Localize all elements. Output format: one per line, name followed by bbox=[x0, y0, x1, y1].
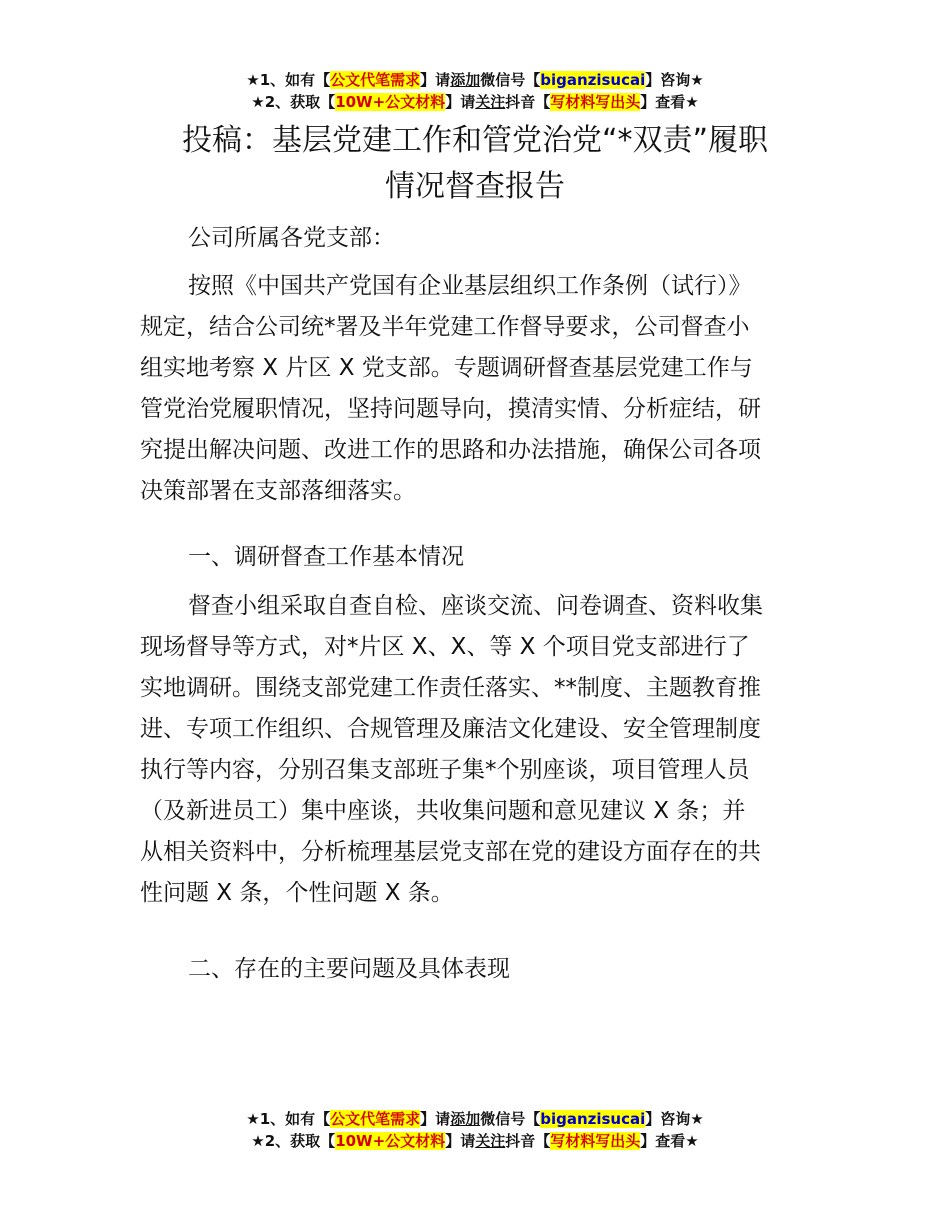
greeting: 公司所属各党支部： bbox=[188, 225, 395, 251]
wechat-id: biganzisucai bbox=[540, 1110, 646, 1128]
banner-highlight: 公文代笔需求 bbox=[330, 71, 421, 89]
paragraph-1 bbox=[140, 266, 812, 512]
banner-line-1: ★1、如有【公文代笔需求】请添加微信号【biganzisucai】咨询★ bbox=[246, 1110, 704, 1128]
douyin-id: 写材料写出头 bbox=[550, 93, 641, 111]
paragraph-2 bbox=[140, 586, 812, 914]
text-line: （及新进员工）集中座谈，共收集问题和意见建议 X 条；并 bbox=[140, 798, 746, 824]
text-line: 现场督导等方式，对*片区 X、X、等 X 个项目党支部进行了 bbox=[140, 634, 750, 660]
text-line: 督查小组采取自查自检、座谈交流、问卷调查、资料收集 bbox=[188, 593, 763, 619]
wechat-id: biganzisucai bbox=[540, 71, 646, 89]
section-heading-2: 二、存在的主要问题及具体表现 bbox=[188, 956, 510, 982]
text-line: 决策部署在支部落细落实。 bbox=[140, 478, 416, 504]
banner-line-2: ★2、获取【10W+公文材料】请关注抖音【写材料写出头】查看★ bbox=[251, 93, 699, 111]
title-line: 情况督查报告 bbox=[385, 169, 565, 204]
document-title bbox=[140, 118, 810, 210]
banner-line-2: ★2、获取【10W+公文材料】请关注抖音【写材料写出头】查看★ bbox=[251, 1132, 699, 1150]
text-line: 按照《中国共产党国有企业基层组织工作条例（试行）》 bbox=[188, 273, 752, 299]
section-heading-1: 一、调研督查工作基本情况 bbox=[188, 544, 464, 570]
text-line: 从相关资料中，分析梳理基层党支部在党的建设方面存在的共 bbox=[140, 839, 761, 865]
text-line: 组实地考察 X 片区 X 党支部。专题调研督查基层党建工作与 bbox=[140, 355, 753, 381]
banner-line-1: ★1、如有【公文代笔需求】请添加微信号【biganzisucai】咨询★ bbox=[246, 71, 704, 89]
text-line: 规定，结合公司统*署及半年党建工作督导要求，公司督查小 bbox=[140, 314, 750, 340]
text-line: 执行等内容，分别召集支部班子集*个别座谈，项目管理人员 bbox=[140, 757, 750, 783]
bottom-banner bbox=[0, 1108, 950, 1152]
title-line: 投稿：基层党建工作和管党治党“*双责”履职 bbox=[181, 123, 769, 158]
banner-highlight: 公文代笔需求 bbox=[330, 1110, 421, 1128]
banner-highlight: 10W+公文材料 bbox=[335, 93, 446, 111]
text-line: 究提出解决问题、改进工作的思路和办法措施，确保公司各项 bbox=[140, 437, 761, 463]
text-line: 实地调研。围绕支部党建工作责任落实、**制度、主题教育推 bbox=[140, 675, 761, 701]
text-line: 性问题 X 条，个性问题 X 条。 bbox=[140, 880, 454, 906]
top-banner bbox=[0, 69, 950, 113]
douyin-id: 写材料写出头 bbox=[550, 1132, 641, 1150]
banner-highlight: 10W+公文材料 bbox=[335, 1132, 446, 1150]
text-line: 进、专项工作组织、合规管理及廉洁文化建设、安全管理制度 bbox=[140, 716, 761, 742]
text-line: 管党治党履职情况，坚持问题导向，摸清实情、分析症结，研 bbox=[140, 396, 761, 422]
